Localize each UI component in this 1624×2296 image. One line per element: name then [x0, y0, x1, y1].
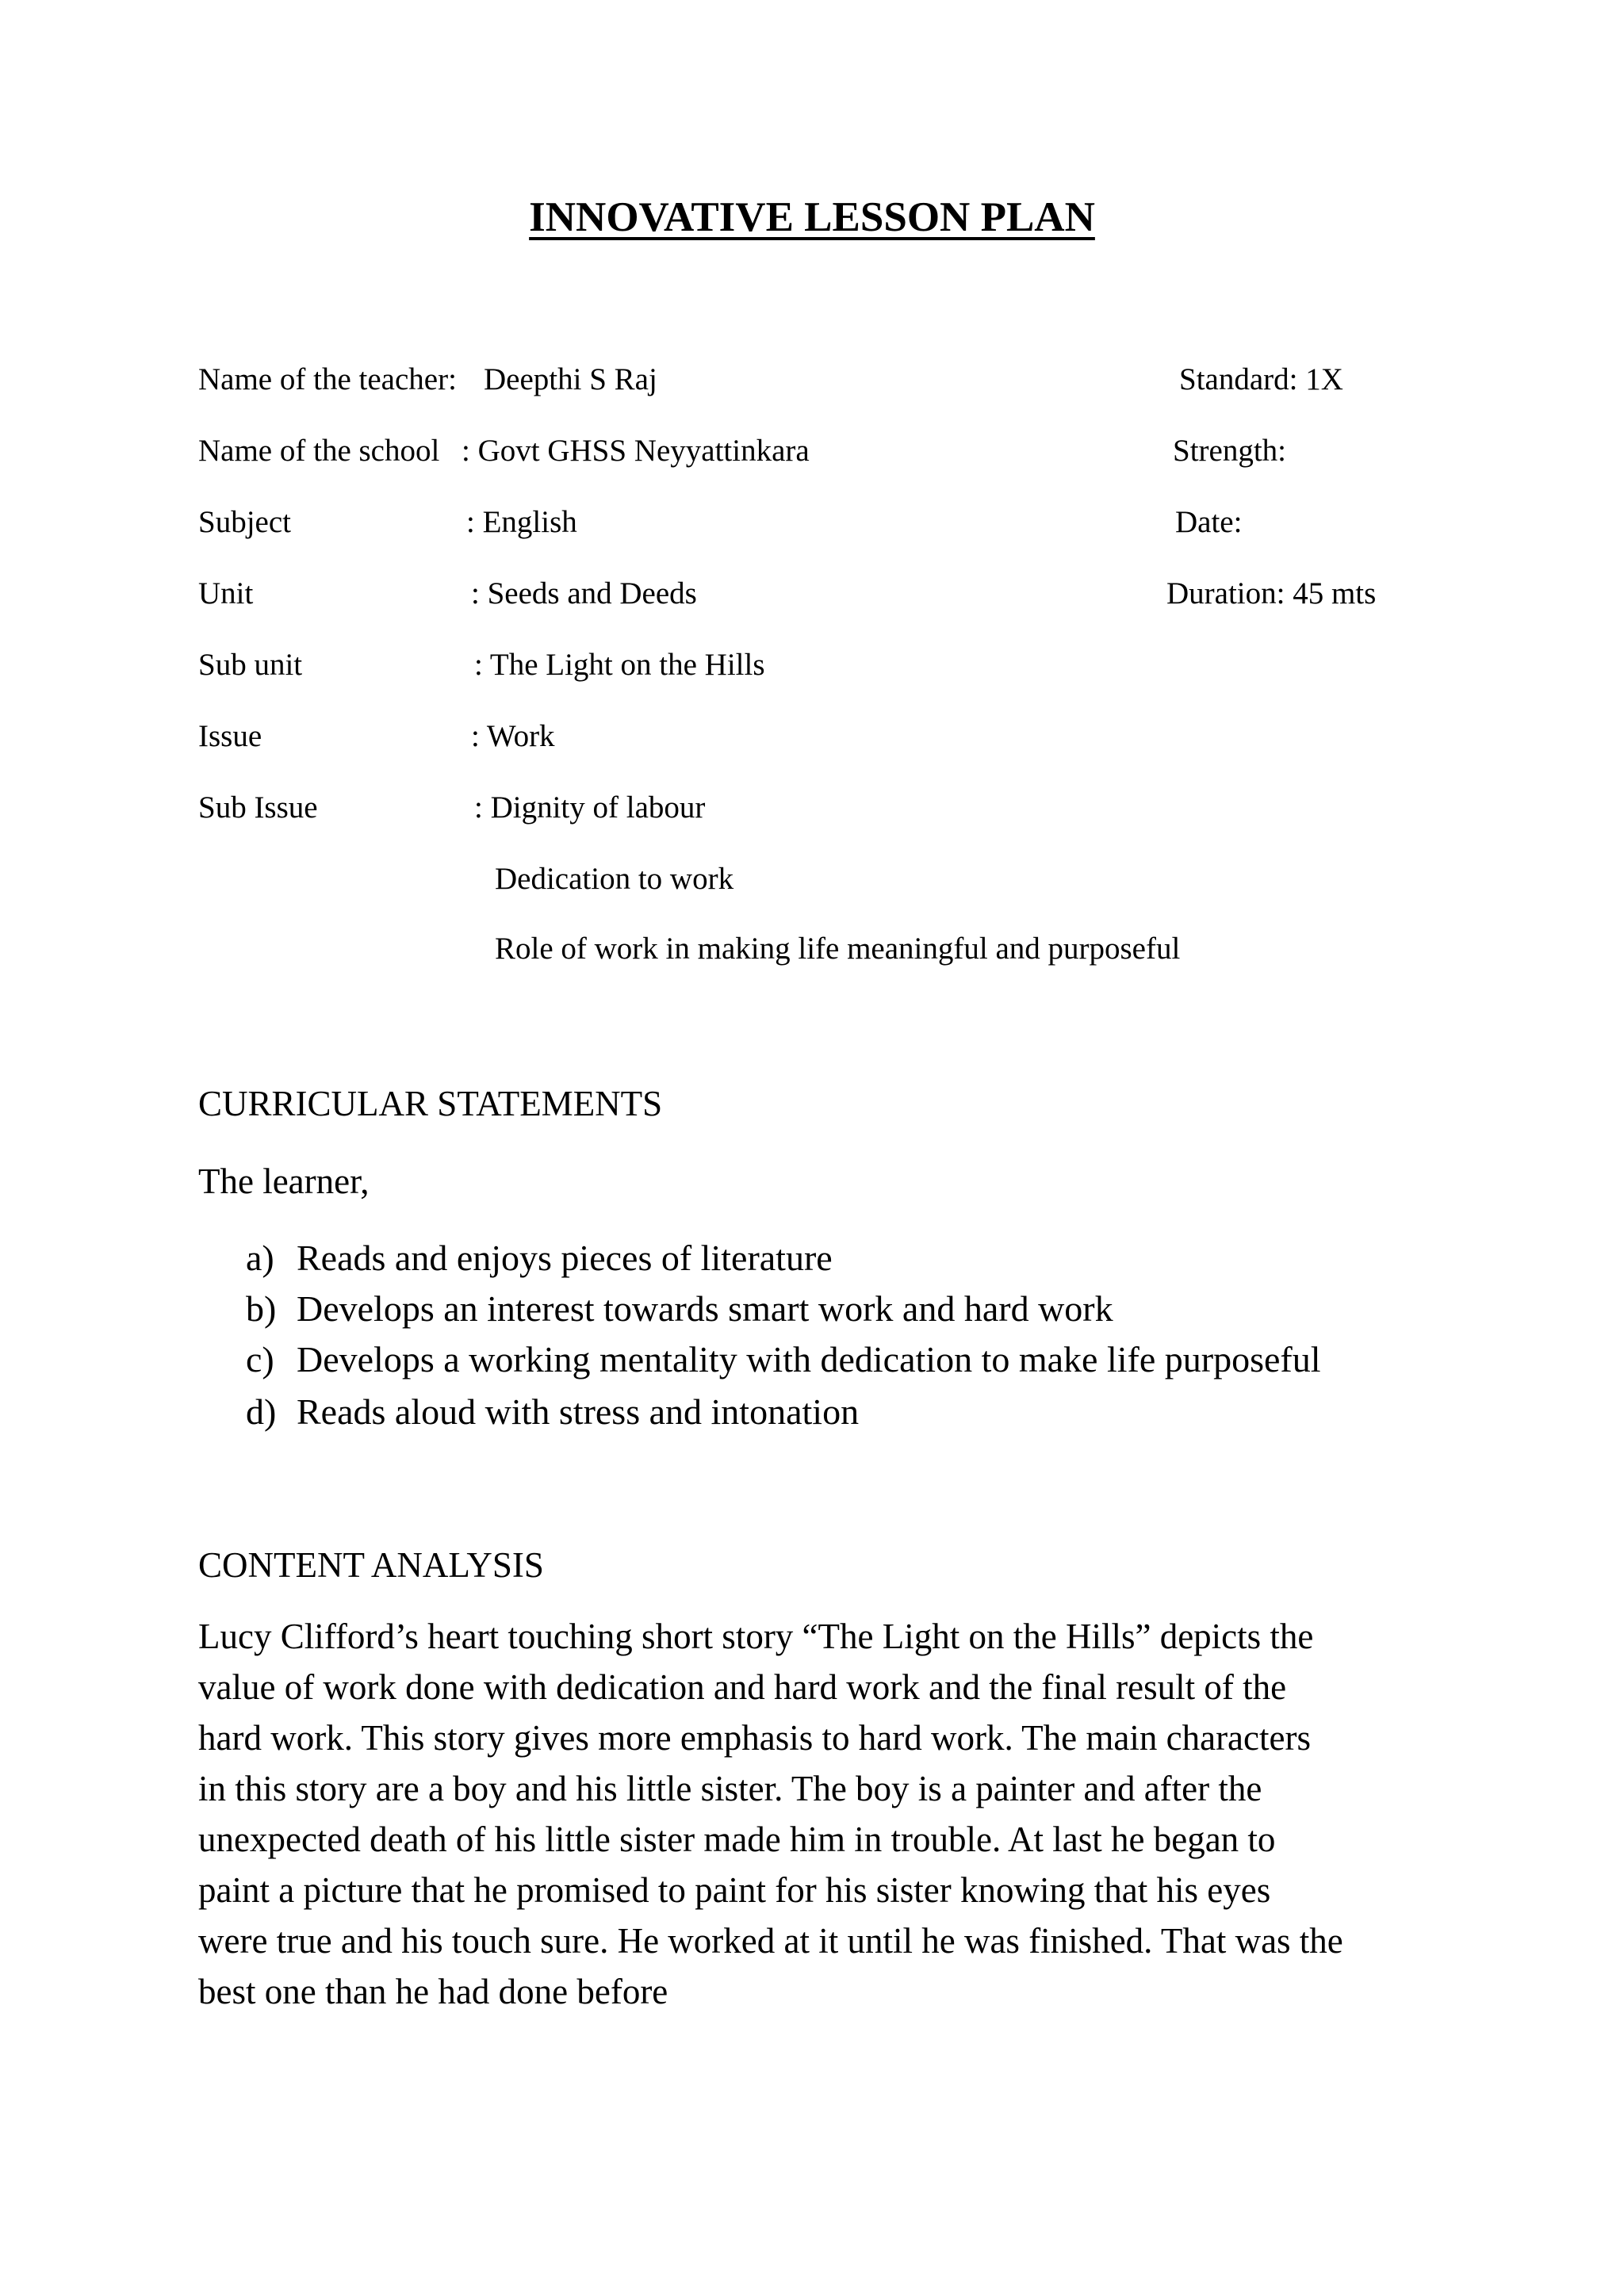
list-marker: c): [246, 1339, 274, 1380]
school-label: Name of the school: [198, 434, 440, 468]
content-analysis-paragraph: [198, 1611, 1443, 2017]
subissue-value-1: : Dignity of labour: [474, 790, 706, 825]
duration-field: Duration: 45 mts: [1166, 576, 1377, 610]
document-title: INNOVATIVE LESSON PLAN: [529, 194, 1095, 240]
subject-label: Subject: [198, 505, 291, 539]
list-item: Reads aloud with stress and intonation: [297, 1391, 860, 1432]
issue-label: Issue: [198, 719, 262, 753]
subissue-label: Sub Issue: [198, 790, 318, 825]
paragraph-line: value of work done with dedication and hard work and the final result of the: [198, 1667, 1287, 1707]
list-marker: a): [246, 1238, 274, 1278]
paragraph-line: unexpected death of his little sister made him in trouble. At last he began to: [198, 1820, 1276, 1859]
date-field: Date:: [1175, 505, 1243, 539]
learner-intro: The learner,: [198, 1161, 370, 1201]
list-marker: d): [246, 1391, 277, 1432]
paragraph-line: best one than he had done before: [198, 1972, 668, 2011]
school-value: : Govt GHSS Neyyattinkara: [462, 434, 810, 468]
teacher-value: Deepthi S Raj: [484, 362, 657, 396]
curricular-heading: CURRICULAR STATEMENTS: [198, 1084, 663, 1123]
issue-value: : Work: [471, 719, 555, 753]
standard-field: Standard: 1X: [1179, 362, 1343, 396]
subunit-value: : The Light on the Hills: [474, 648, 765, 682]
content-analysis-heading: CONTENT ANALYSIS: [198, 1545, 544, 1585]
subissue-value-2: Dedication to work: [495, 862, 734, 896]
subject-value: : English: [466, 505, 577, 539]
unit-value: : Seeds and Deeds: [471, 576, 697, 610]
subissue-value-3: Role of work in making life meaningful and purposeful: [495, 932, 1181, 966]
list-item: Develops a working mentality with dedication to make life purposeful: [297, 1339, 1321, 1380]
unit-label: Unit: [198, 576, 254, 610]
list-marker: b): [246, 1288, 277, 1329]
list-item: Reads and enjoys pieces of literature: [297, 1238, 833, 1278]
list-item: Develops an interest towards smart work and hard work: [297, 1288, 1113, 1329]
paragraph-line: hard work. This story gives more emphasis to hard work. The main characters: [198, 1718, 1311, 1758]
paragraph-line: were true and his touch sure. He worked at it until he was finished. That was the: [198, 1921, 1343, 1961]
subunit-label: Sub unit: [198, 648, 303, 682]
teacher-label: Name of the teacher:: [198, 362, 457, 396]
paragraph-line: in this story are a boy and his little sister. The boy is a painter and after the: [198, 1769, 1262, 1808]
strength-field: Strength:: [1173, 434, 1286, 468]
paragraph-line: paint a picture that he promised to paint for his sister knowing that his eyes: [198, 1870, 1271, 1910]
paragraph-line: Lucy Clifford’s heart touching short story “The Light on the Hills” depicts the: [198, 1617, 1314, 1656]
